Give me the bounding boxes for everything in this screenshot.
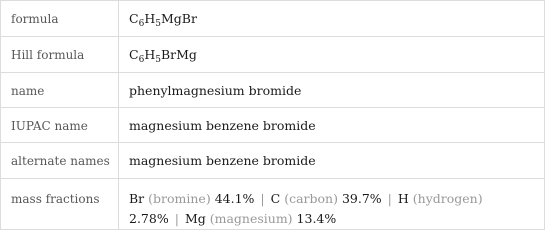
formula-subscript: 5 bbox=[155, 55, 161, 65]
row-label: Hill formula bbox=[11, 48, 85, 62]
iupac-name-value: magnesium benzene bromide bbox=[129, 118, 316, 133]
mass-fractions-value bbox=[129, 179, 544, 229]
separator: | bbox=[387, 191, 392, 206]
alternate-names-value: magnesium benzene bromide bbox=[129, 153, 316, 168]
mass-percent: 39.7% bbox=[341, 191, 382, 206]
element-name: (carbon) bbox=[284, 191, 338, 206]
mass-percent: 44.1% bbox=[214, 191, 255, 206]
row-label: alternate names bbox=[11, 154, 110, 168]
row-name bbox=[1, 73, 545, 108]
element-symbol: C bbox=[270, 191, 281, 206]
element-symbol: H bbox=[397, 191, 409, 206]
row-label: name bbox=[11, 84, 45, 98]
name-value: phenylmagnesium bromide bbox=[129, 83, 302, 98]
formula-part: H bbox=[144, 11, 156, 26]
row-formula bbox=[1, 1, 545, 37]
separator: | bbox=[174, 211, 179, 226]
row-label: formula bbox=[11, 12, 59, 26]
formula-subscript: 6 bbox=[138, 19, 145, 29]
element-symbol: Br bbox=[129, 191, 145, 206]
row-iupac-name bbox=[1, 108, 545, 143]
element-name: (bromine) bbox=[148, 191, 211, 206]
element-name: (magnesium) bbox=[209, 211, 293, 226]
formula-value bbox=[129, 1, 544, 27]
element-name: (hydrogen) bbox=[412, 191, 483, 206]
mass-percent: 13.4% bbox=[296, 211, 337, 226]
row-mass-fractions bbox=[1, 179, 545, 230]
mass-percent: 2.78% bbox=[129, 211, 169, 226]
formula-part: H bbox=[144, 47, 156, 62]
separator: | bbox=[260, 191, 265, 206]
formula-part: MgBr bbox=[160, 11, 197, 26]
formula-part: BrMg bbox=[160, 47, 197, 62]
row-alternate-names bbox=[1, 143, 545, 179]
element-symbol: Mg bbox=[184, 211, 206, 226]
formula-part: C bbox=[129, 11, 139, 26]
formula-subscript: 6 bbox=[138, 55, 145, 65]
row-hill-formula bbox=[1, 37, 545, 73]
hill-formula-value bbox=[129, 37, 544, 63]
formula-part: C bbox=[129, 47, 139, 62]
row-label: mass fractions bbox=[11, 192, 100, 206]
formula-subscript: 5 bbox=[155, 19, 161, 29]
row-label: IUPAC name bbox=[11, 119, 88, 133]
